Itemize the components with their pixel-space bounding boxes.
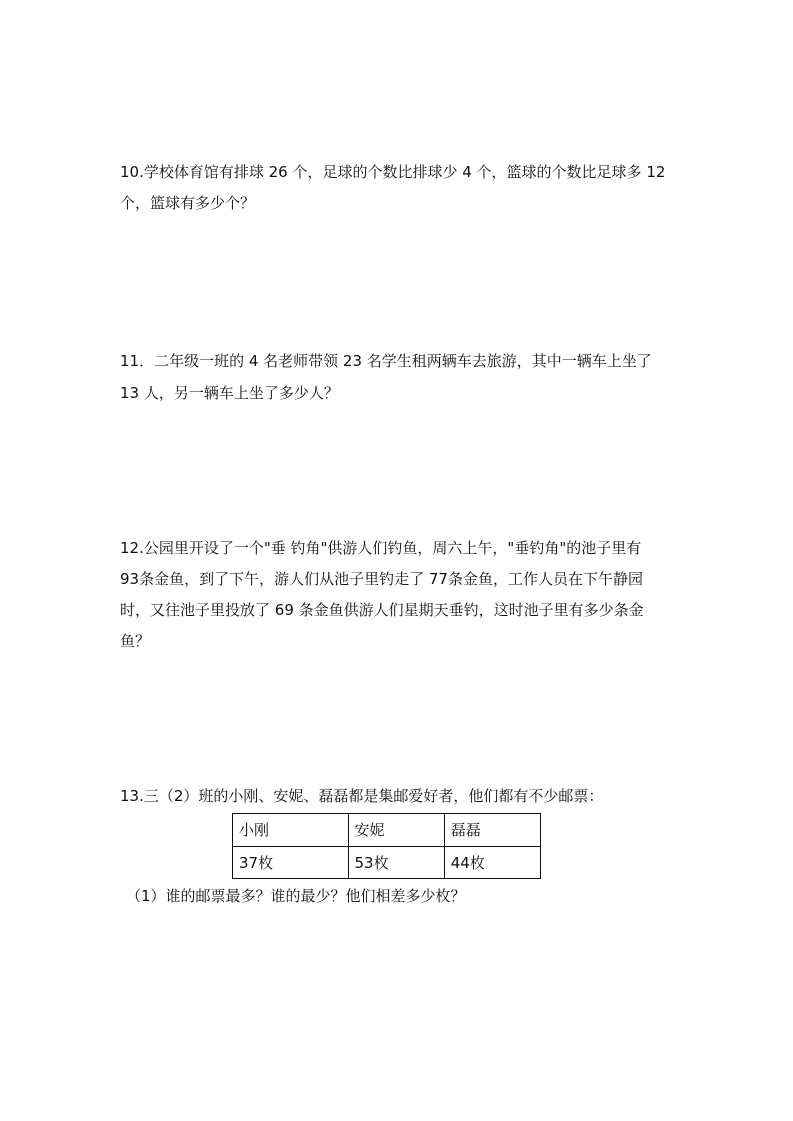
question-11-line-2: 13 人，另一辆车上坐了多少人？ <box>120 384 339 402</box>
question-13-subquestion-1: （1）谁的邮票最多？谁的最少？他们相差多少枚？ <box>126 887 466 905</box>
question-10-line-2: 个，篮球有多少个？ <box>120 194 256 212</box>
table-row <box>233 846 541 879</box>
question-12-line-1: 12.公园里开设了一个"垂 钓角"供游人们钓鱼，周六上午，"垂钓角"的池子里有 <box>120 539 642 557</box>
question-11-line-1: 11．二年级一班的 4 名老师带领 23 名学生租两辆车去旅游，其中一辆车上坐了 <box>120 352 652 370</box>
table-cell: 53枚 <box>348 846 444 879</box>
question-13-line-1: 13.三（2）班的小刚、安妮、磊磊都是集邮爱好者，他们都有不少邮票： <box>120 787 604 805</box>
question-12-line-2: 93条金鱼，到了下午，游人们从池子里钓走了 77条金鱼，工作人员在下午静园 <box>120 570 643 588</box>
table-cell: 37枚 <box>233 846 349 879</box>
question-10-line-1: 10.学校体育馆有排球 26 个，足球的个数比排球少 4 个，篮球的个数比足球多 12 <box>120 163 666 181</box>
table-header-cell: 小刚 <box>233 814 349 847</box>
table-header-row <box>233 814 541 847</box>
table-header-cell: 安妮 <box>348 814 444 847</box>
table-cell: 44枚 <box>444 846 540 879</box>
question-12-line-4: 鱼？ <box>120 632 151 650</box>
question-12-line-3: 时，又往池子里投放了 69 条金鱼供游人们星期天垂钓，这时池子里有多少条金 <box>120 601 644 619</box>
stamp-count-table <box>232 813 541 879</box>
table-header-cell: 磊磊 <box>444 814 540 847</box>
